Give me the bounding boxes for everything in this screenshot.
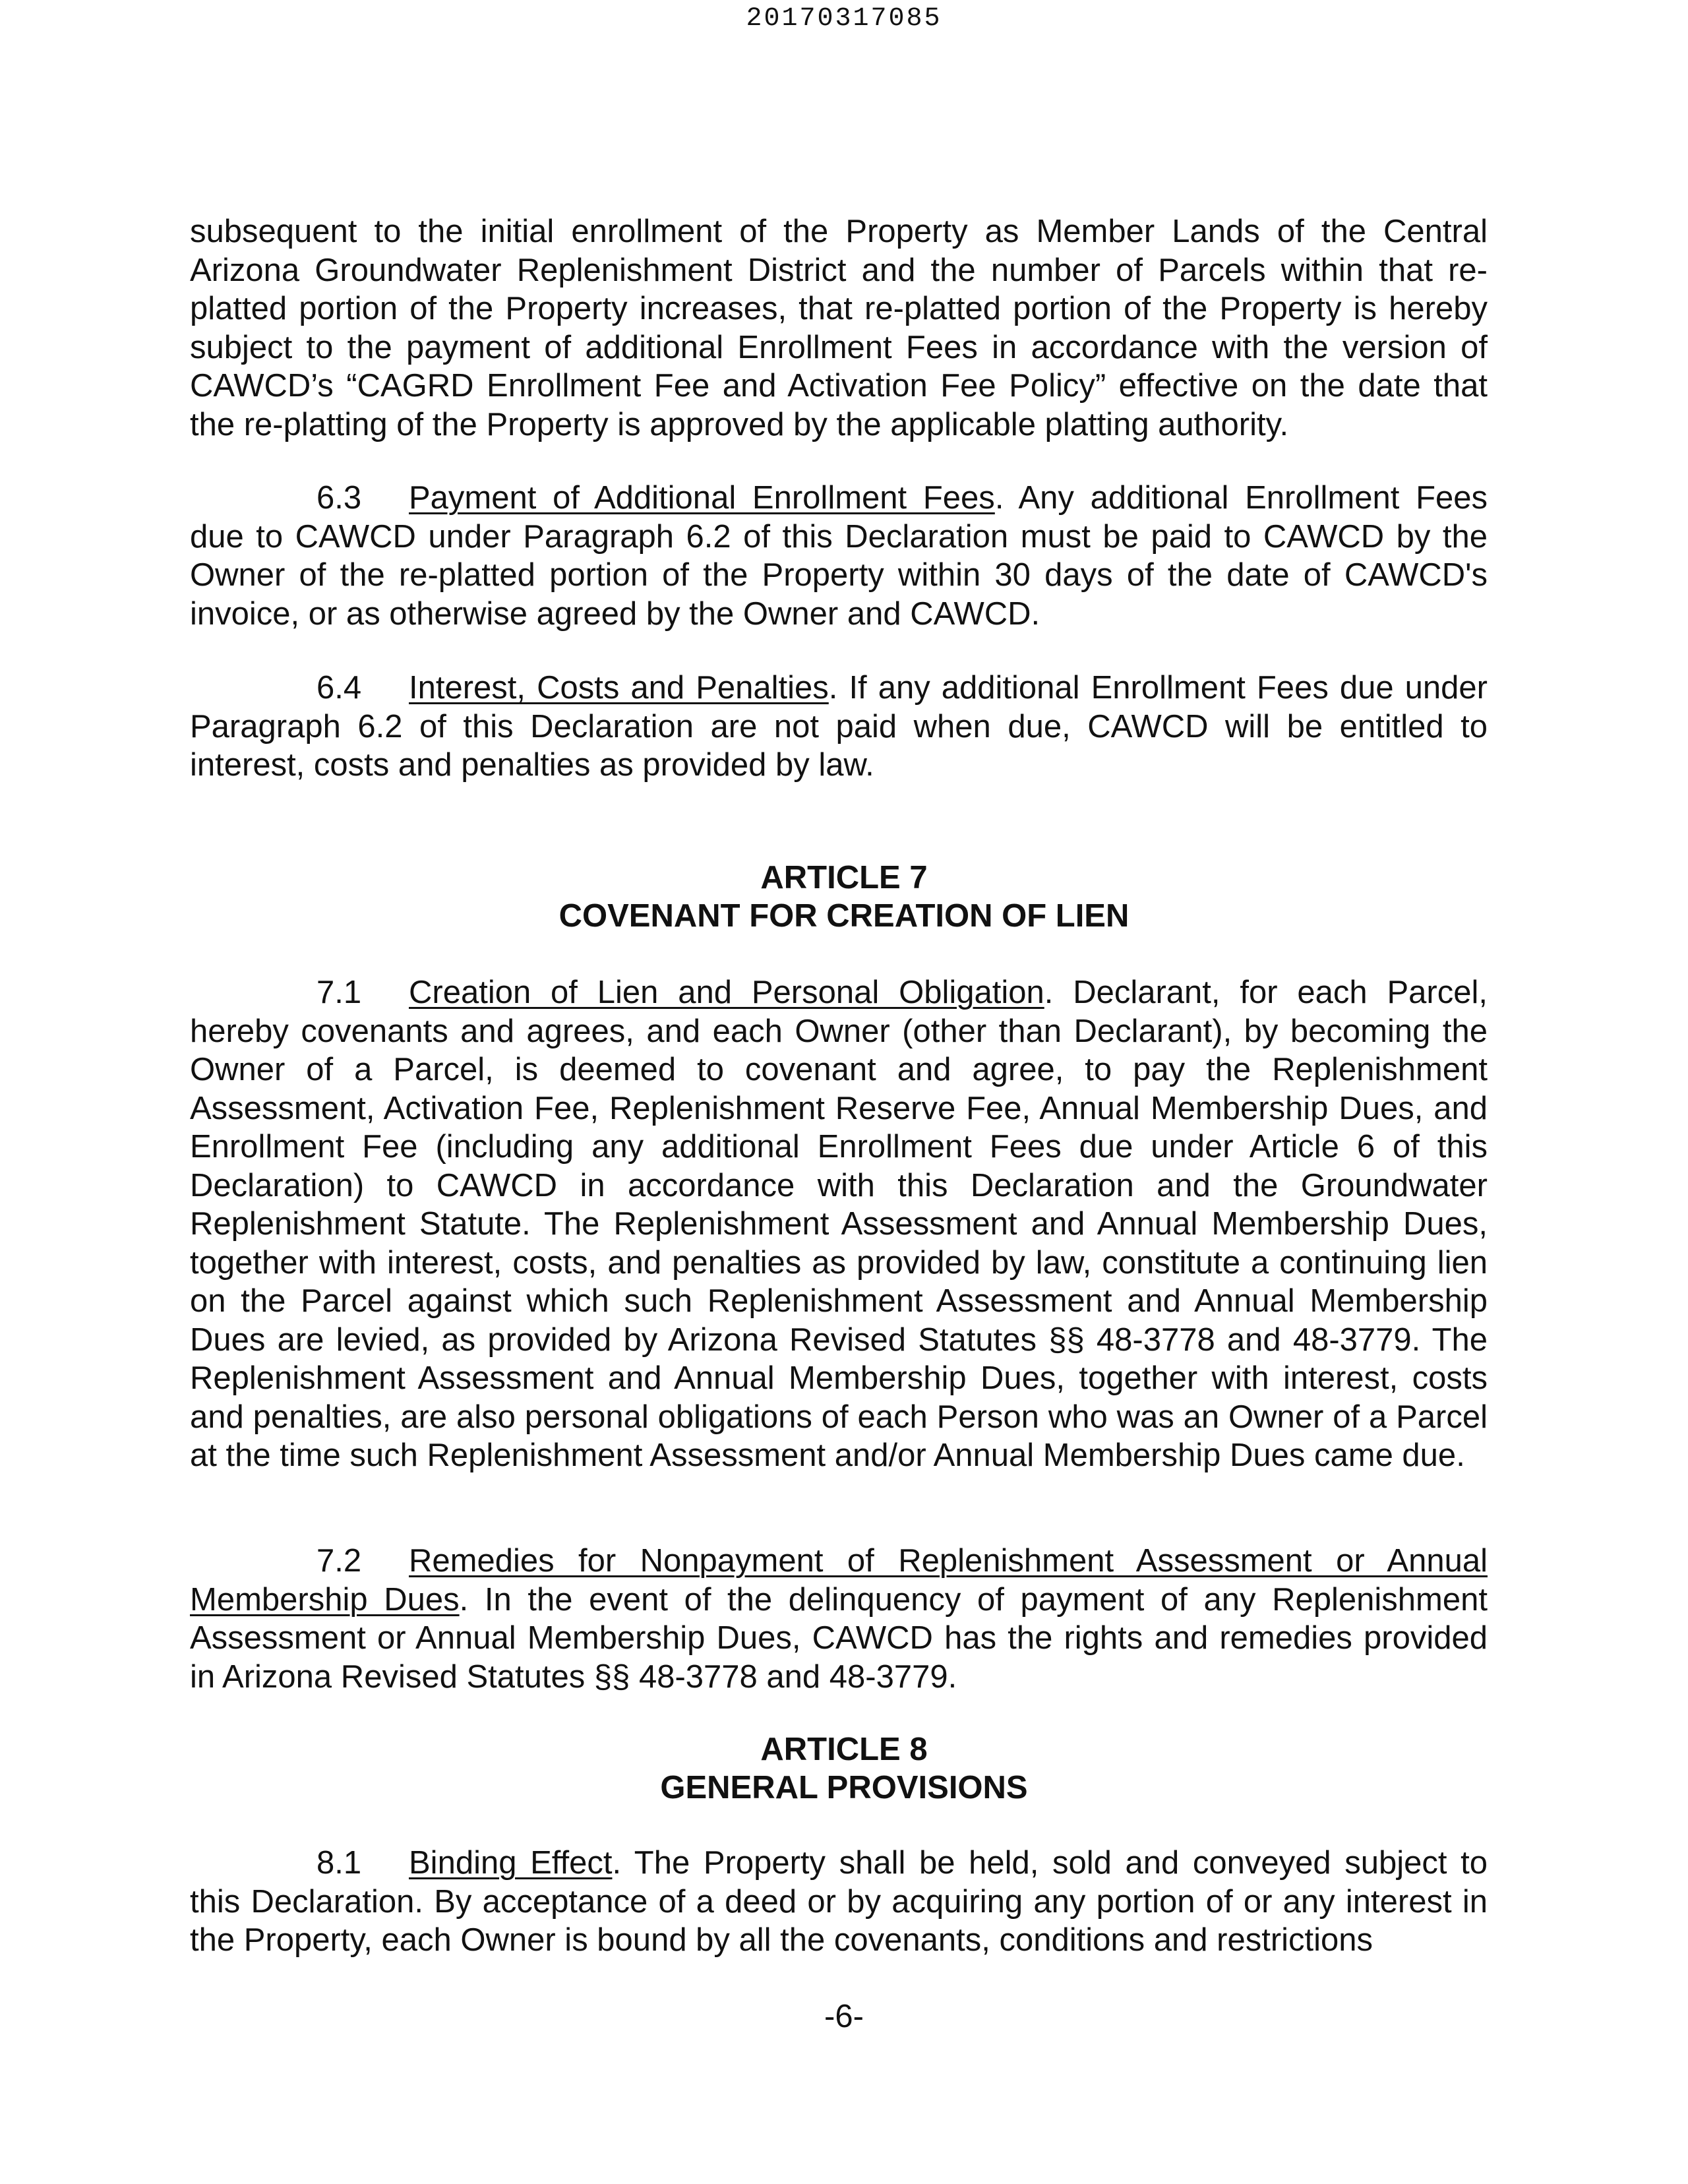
recording-number: 20170317085 (746, 4, 942, 34)
paragraph-intro-text: subsequent to the initial enrollment of the Property as Member Lands of the Central Arizona Groundwater Replenishment District and the number of Parcels within that re-platted portion of the Property increases, that re-platted portion of the Property is hereby subject to the payment of additional Enrollment Fees in accordance with the version of CAWCD’s “CAGRD Enrollment Fee and Activation Fee Policy” effective on the date that the re-platting of the Property is approved by the applicable platting authority. (190, 214, 1488, 442)
section-title: Creation of Lien and Personal Obligation (409, 975, 1044, 1010)
section-6-4 (190, 669, 1488, 785)
section-text: . Any additional Enrollment Fees due to CAWCD under Paragraph 6.2 of this Declaration must be paid to CAWCD by the Owner of the re-platted portion of the Property within 30 days of the date of CAWCD's invoice, or as otherwise agreed by the Owner and CAWCD. (190, 480, 1488, 632)
section-title: Interest, Costs and Penalties (409, 670, 829, 706)
article-8-heading: ARTICLE 8 (760, 1732, 928, 1767)
section-text: . In the event of the delinquency of payment of any Replenishment Assessment or Annual Membership Dues, CAWCD has the rights and remedies provided in Arizona Revised Statutes §§ 48-3778 and 48-3779. (190, 1581, 1488, 1695)
section-title: Payment of Additional Enrollment Fees (409, 480, 995, 516)
page-number: -6- (824, 1999, 864, 2034)
section-title: Remedies for Nonpayment of Replenishment Assessment or Annual Membership Dues (190, 1543, 1488, 1618)
section-title: Binding Effect (409, 1845, 613, 1881)
section-7-2 (190, 1542, 1488, 1696)
section-number: 6.3 (316, 480, 362, 516)
section-number: 7.1 (316, 975, 362, 1010)
section-text: . Declarant, for each Parcel, hereby covenants and agrees, and each Owner (other than Declarant), by becoming the Owner of a Parcel, is deemed to covenant and agree, to pay the Replenishment Assessment, Activation Fee, Replenishment Reserve Fee, Annual Membership Dues, and Enrollment Fee (including any additional Enrollment Fees due under Article 6 of this Declaration) to CAWCD in accordance with this Declaration and the Groundwater Replenishment Statute. The Replenishment Assessment and Annual Membership Dues, together with interest, costs, and penalties as provided by law, constitute a continuing lien on the Parcel against which such Replenishment Assessment and Annual Membership Dues are levied, as provided by Arizona Revised Statutes §§ 48-3778 and 48-3779. The Replenishment Assessment and Annual Membership Dues, together with interest, costs and penalties, are also personal obligations of each Person who was an Owner of a Parcel at the time such Replenishment Assessment and/or Annual Membership Dues came due. (190, 975, 1488, 1473)
section-8-1 (190, 1844, 1488, 1960)
article-8-subheading: GENERAL PROVISIONS (660, 1770, 1028, 1805)
section-6-3 (190, 479, 1488, 633)
section-number: 8.1 (316, 1845, 362, 1881)
section-7-1 (190, 973, 1488, 1475)
section-text: . The Property shall be held, sold and conveyed subject to this Declaration. By acceptance of a deed or by acquiring any portion of or any interest in the Property, each Owner is bound by all the covenants, conditions and restrictions (190, 1845, 1488, 1958)
article-7-subheading: COVENANT FOR CREATION OF LIEN (558, 898, 1130, 934)
paragraph-intro (190, 212, 1488, 444)
section-text: . If any additional Enrollment Fees due under Paragraph 6.2 of this Declaration are not paid when due, CAWCD will be entitled to interest, costs and penalties as provided by law. (190, 670, 1488, 783)
article-7-heading: ARTICLE 7 (760, 860, 928, 895)
section-number: 7.2 (316, 1543, 362, 1579)
section-number: 6.4 (316, 670, 362, 706)
